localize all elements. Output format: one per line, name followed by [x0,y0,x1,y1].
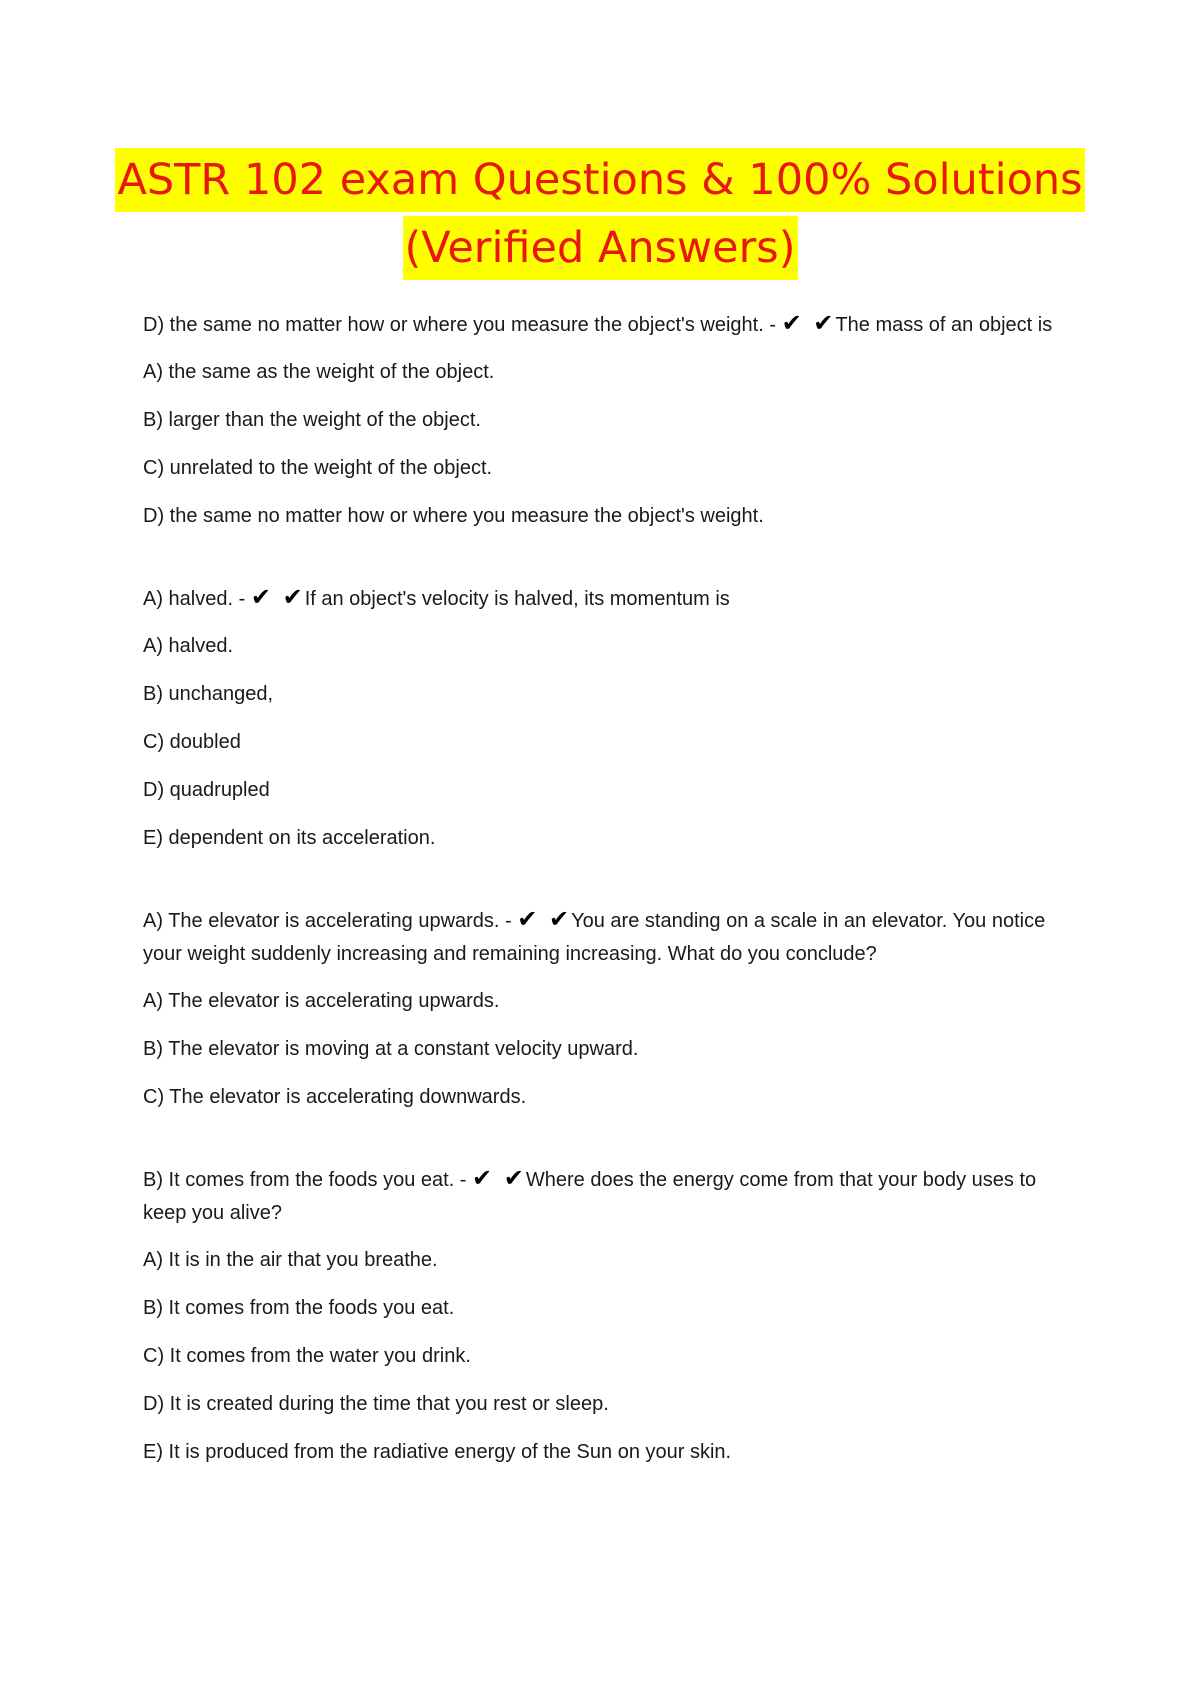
question-block [143,1164,1063,1469]
question-text: If an object's velocity is halved, its momentum is [304,588,730,610]
question-line [143,583,1063,616]
option-a: A) halved. [143,635,234,657]
answer-text: D) the same no matter how or where you measure the object's weight. [143,314,764,336]
question-text: You are standing on a scale in an elevator. You notice your weight suddenly increasing and remaining increasing. What do you conclude? [143,910,1046,965]
option-a: A) It is in the air that you breathe. [143,1249,438,1271]
option-c: C) The elevator is accelerating downwards. [143,1086,527,1108]
question-text: The mass of an object is [835,314,1053,336]
option-b: B) The elevator is moving at a constant velocity upward. [143,1038,639,1060]
option-e: E) It is produced from the radiative energy of the Sun on your skin. [143,1441,732,1463]
document-title [0,148,1200,284]
option-c: C) It comes from the water you drink. [143,1345,471,1367]
option-a: A) the same as the weight of the object. [143,361,495,383]
separator: - [233,588,251,610]
double-check-icon: ✔ ✔ [517,905,572,933]
separator: - [499,910,518,932]
question-line [143,905,1063,971]
option-c: C) doubled [143,731,241,753]
option-e: E) dependent on its acceleration. [143,827,436,849]
option-b: B) larger than the weight of the object. [143,409,481,431]
question-block [143,583,1063,855]
option-d: D) the same no matter how or where you measure the object's weight. [143,505,764,527]
question-block [143,905,1063,1114]
option-c: C) unrelated to the weight of the object. [143,457,493,479]
option-b: B) unchanged, [143,683,274,705]
double-check-icon: ✔ ✔ [250,583,305,611]
double-check-icon: ✔ ✔ [781,309,836,337]
question-list [143,309,1063,1519]
title-line-1: ASTR 102 exam Questions & 100% Solutions [115,148,1084,212]
option-a: A) The elevator is accelerating upwards. [143,990,500,1012]
option-b: B) It comes from the foods you eat. [143,1297,455,1319]
answer-text: B) It comes from the foods you eat. [143,1169,455,1191]
option-d: D) It is created during the time that you rest or sleep. [143,1393,609,1415]
question-text: Where does the energy come from that your body uses to keep you alive? [143,1169,1037,1224]
question-block [143,309,1063,533]
title-line-2: (Verified Answers) [403,216,798,280]
option-d: D) quadrupled [143,779,270,801]
separator: - [454,1169,473,1191]
answer-text: A) The elevator is accelerating upwards. [143,910,500,932]
separator: - [763,314,782,336]
answer-text: A) halved. [143,588,234,610]
question-line [143,1164,1063,1230]
question-line [143,309,1063,342]
double-check-icon: ✔ ✔ [472,1164,526,1192]
